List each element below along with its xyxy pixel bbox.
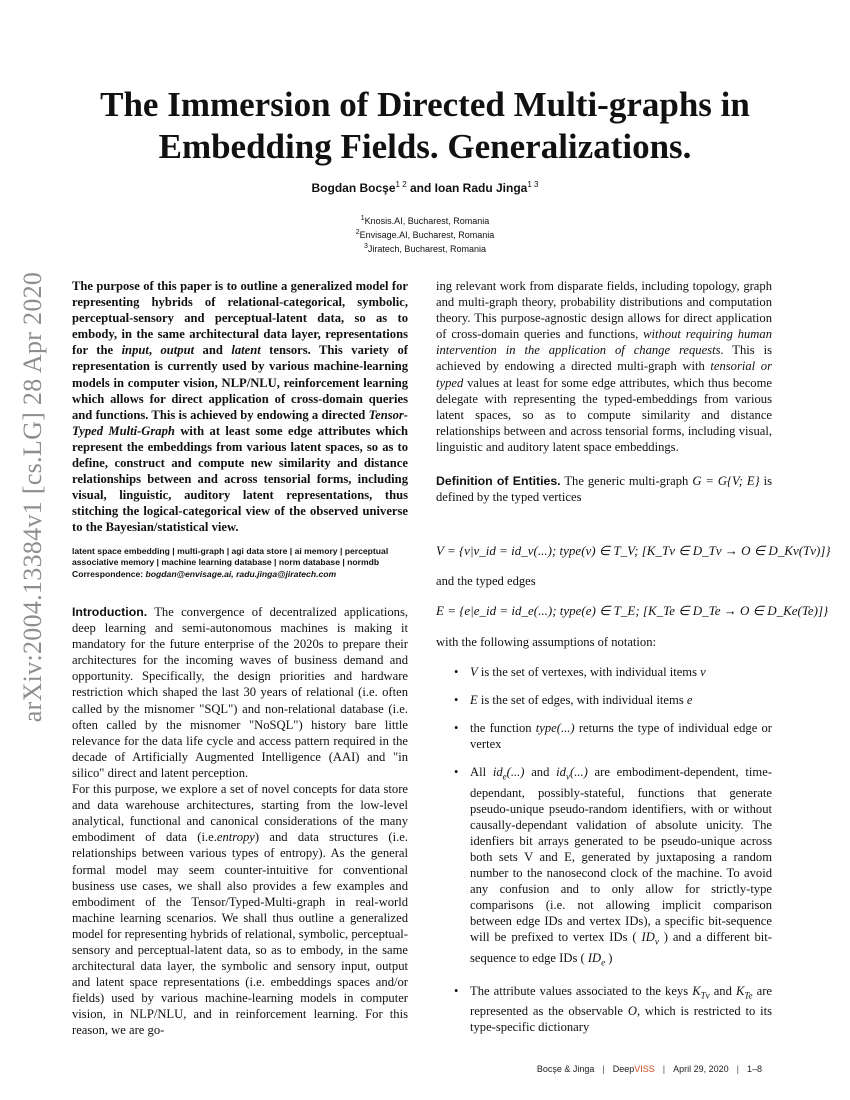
list-item: • The attribute values associated to the keys $K_{Tv}$ and $K_{Te}$ are represented as the observable O, which is restricted to its type-specific dictionary [454, 983, 772, 1035]
page-footer [537, 1064, 762, 1074]
author-line [80, 180, 770, 195]
definition-paragraph: Definition of Entities. The generic multi-graph G = G{V; E} is defined by the typed vertices [436, 474, 772, 505]
affiliation: $^3$Jiratech, Bucharest, Romania [364, 243, 486, 254]
footer-date: April 29, 2020 [673, 1064, 729, 1074]
bullet-icon: • [454, 983, 459, 998]
footer-separator: | [602, 1064, 605, 1074]
footer-pages: 1–8 [746, 1064, 762, 1074]
footer-separator: | [662, 1064, 666, 1074]
abstract: The purpose of this paper is to outline a generalized model for representing hybrids of relational-categorical, symbolic, perceptual-sensory and perceptual-latent data, so as to embody, in the same architectural data layer, representations for the input, output and latent tensors. This variety of representation is currently used by various machine-learning models in computer vision, NLP/NLU, reinforcement learning which allows for direct application of cross-domain queries and functions. This is achieved by endowing a directed Tensor-Typed Multi-Graph with at least some edge attributes which represent the embeddings from various latent spaces, so as to define, construct and compute new similarity and distance relationships between and across tensorial forms, including visual, linguistic, auditory latent representations, thus stitching the logical-categorical view of the observed universe to the Bayesian/statistical view. [72, 279, 409, 535]
affiliations [80, 213, 770, 255]
bullet-icon: • [454, 664, 459, 679]
bullet-icon: • [454, 720, 459, 735]
arxiv-stamp-text: arXiv:2004.13384v1 [cs.LG] 28 Apr 2020 [18, 271, 48, 723]
list-item: • All $id_e(...)$ and $id_v(...)$ are embodiment-dependent, time-dependant, possibly-stateful, functions that generate pseudo-unique pseudo-random identifiers, with or without causally-dependant validation of absolute unicity. The idenfiers bit arrays generated to be pseudo-unique across both sets V and E, generated by juxtaposing a random number to the nanosecond clock of the machine. To avoid any confusion and to only allow for strictly-type comparisons (i.e. not allowing implicit comparison between edge IDs and vertex IDs), a specific bit-sequence will be prefixed to vertex IDs ( $ID_v$ ) and a different bit-sequence to edge IDs ( $ID_e$ ) [454, 764, 773, 968]
typed-edges-text: and the typed edges [436, 574, 536, 589]
list-item: • E is the set of edges, with individual items e [454, 692, 693, 707]
edge-equation: E = {e|e_id = id_e(...); type(e) ∈ T_E; [K_Te ∈ D_Te → O ∈ D_Ke(Te)]} [436, 603, 829, 619]
author-2: Ioan Radu Jinga [434, 181, 528, 195]
footer-venue [613, 1064, 655, 1074]
correspondence: Correspondence: bogdan@envisage.ai, radu.jinga@jiratech.com [72, 568, 337, 579]
footer-venue-viss: VISS [634, 1064, 655, 1074]
footer-venue-deep: Deep [612, 1064, 635, 1074]
assumptions-text: with the following assumptions of notation: [436, 634, 657, 649]
intro-paragraph-2: For this purpose, we explore a set of novel concepts for data store and data warehouse architectures, starting from the low-level analytical, functional and canonical considerations of the many embodiment of data (i.e.entropy) and data structures (i.e. relationships between various types of entropy). As the general formal model may seem counter-intuitive for conventional business use cases, we shall also provides a few examples and embodiment of the Tensor/Typed-Multi-graph in real-world machine learning scenarios. We shall thus outline a generalized model for representing hybrids of relational, symbolic, perceptual-sensory and perceptual-latent data, so as to embody, in the same architectural data layer, the symbolic and sensory input, output and latent space representations (i.e. embeddings spaces and/or fields) used by various machine-learning models in computer vision, in NLP/NLU, and in reinforcement learning. For this reason, we are go- [72, 782, 408, 1038]
footer-separator: | [736, 1064, 739, 1074]
intro-paragraph: Introduction. The convergence of decentralized applications, deep learning and semi-autonomous machines is making it mandatory for the future enterprise of the 2020s to prepare their architectures for the incoming waves of business demand and opportunity. Specifically, the design priorities and hardware restriction which shaped the last 30 years of relational (i.e. often called by the misnomer "SQL") and non-relational database (i.e. often called by the misnomer "NoSQL") history bare little relevance for the data life cycle and access pattern required in the decade of Artificially Augmented Intelligence (AAI) and "in silico" direct and latent perception. [72, 605, 408, 780]
notation-list [436, 664, 772, 1036]
arxiv-stamp [6, 271, 61, 723]
author-2-affil: 1 3 [527, 180, 539, 189]
affiliation: $^2$Envisage.AI, Bucharest, Romania [355, 229, 495, 240]
footer-authors: Bocşe & Jinga [536, 1064, 595, 1074]
author-1: Bogdan Bocşe [311, 181, 396, 195]
affiliation: $^1$Knosis.AI, Bucharest, Romania [360, 215, 490, 226]
right-column [436, 278, 831, 1047]
vertex-equation: V = {v|v_id = id_v(...); type(v) ∈ T_V; [K_Tv ∈ D_Tv → O ∈ D_Kv(Tv)]} [436, 543, 831, 559]
definition-heading: Definition of Entities. [436, 474, 561, 489]
correspondence-emails[interactable]: bogdan@envisage.ai, radu.jinga@jiratech.com [145, 568, 337, 579]
keywords: latent space embedding | multi-graph | agi data store | ai memory | perceptual associative memory | machine learning database | norm database | normdb [72, 545, 389, 567]
continued-paragraph: ing relevant work from disparate fields, including topology, graph and multi-graph theory, probability distributions and computation theory. This purpose-agnostic design allows for direct application of cross-domain queries and functions, without requiring human intervention in the application of change requests. This is achieved by endowing a directed multi-graph with tensorial or typed values at least for some edge attributes, which thus become delegate with representing the typed-embeddings from various latent spaces, so as to compute similarity and distance relationships between and across tensorial forms, including visual, linguistic and auditory latent space embeddings. [436, 279, 772, 454]
author-1-affil: 1 2 [395, 180, 407, 189]
intro-heading: Introduction. [72, 605, 148, 619]
bullet-icon: • [454, 764, 459, 779]
author-conj: and [406, 181, 435, 195]
list-item: • the function type(...) returns the type of individual edge or vertex [454, 720, 772, 751]
paper-title: The Immersion of Directed Multi-graphs in Embedding Fields. Generalizations. [100, 85, 750, 166]
left-column [72, 278, 408, 1039]
bullet-icon: • [454, 692, 459, 707]
list-item: • V is the set of vertexes, with individual items v [454, 664, 706, 679]
